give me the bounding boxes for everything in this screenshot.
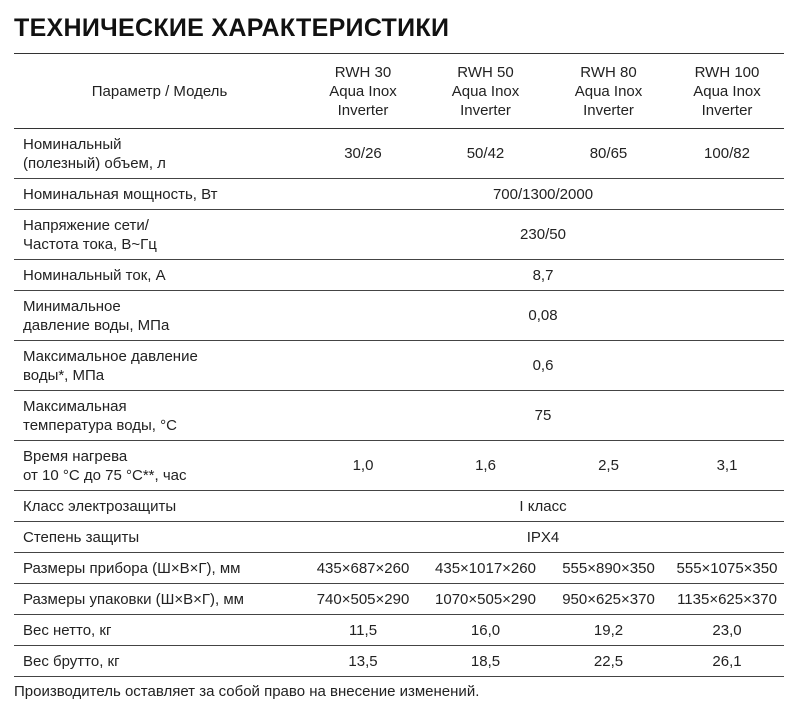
table-row xyxy=(14,441,784,491)
model-header xyxy=(302,54,424,129)
cell-value: 8,7 xyxy=(532,266,554,284)
cell-value: 3,1 xyxy=(716,457,738,474)
cell-value: 26,1 xyxy=(712,652,742,670)
model-variant: Inverter xyxy=(583,101,634,119)
cell-value: 555×1075×350 xyxy=(676,559,778,577)
table-row xyxy=(14,260,784,291)
model-line: Aqua Inox xyxy=(451,82,520,100)
cell-value: 1,0 xyxy=(352,457,374,474)
cell-value: 435×687×260 xyxy=(316,559,410,577)
row-label: Минимальное давление воды, МПа xyxy=(23,297,170,334)
row-label: Напряжение сети/ Частота тока, В~Гц xyxy=(23,216,157,253)
row-label: Размеры прибора (Ш×В×Г), мм xyxy=(23,559,241,577)
row-label: Вес нетто, кг xyxy=(23,621,112,639)
table-row xyxy=(14,291,784,341)
cell-value: 2,5 xyxy=(598,457,619,474)
cell-value: 950×625×370 xyxy=(562,590,655,608)
cell-value: 435×1017×260 xyxy=(435,559,536,577)
cell-value: 30/26 xyxy=(344,145,382,162)
cell-value: 100/82 xyxy=(704,145,750,162)
cell-value: 11,5 xyxy=(348,621,378,639)
table-row xyxy=(14,615,784,646)
cell-value: 16,0 xyxy=(470,621,501,639)
cell-value: 1070×505×290 xyxy=(435,590,536,608)
cell-value: 13,5 xyxy=(348,652,378,670)
model-header xyxy=(670,54,784,129)
model-variant: Inverter xyxy=(701,101,753,119)
row-label: Время нагрева от 10 °С до 75 °С**, час xyxy=(23,447,187,484)
cell-value: 1,6 xyxy=(475,457,496,474)
row-label: Степень защиты xyxy=(23,528,140,546)
table-row xyxy=(14,129,784,179)
row-label: Номинальная мощность, Вт xyxy=(23,185,218,203)
cell-value: 23,0 xyxy=(712,621,742,639)
row-label: Максимальная температура воды, °С xyxy=(23,397,177,434)
cell-value: 18,5 xyxy=(470,652,501,670)
table-row xyxy=(14,391,784,441)
table-row xyxy=(14,210,784,260)
model-variant: Inverter xyxy=(460,101,511,119)
cell-value: 22,5 xyxy=(593,652,624,670)
row-label: Номинальный (полезный) объем, л xyxy=(23,135,166,172)
table-row xyxy=(14,646,784,677)
cell-value: 75 xyxy=(534,407,552,424)
row-label: Максимальное давление воды*, МПа xyxy=(23,347,198,384)
page-title: ТЕХНИЧЕСКИЕ ХАРАКТЕРИСТИКИ xyxy=(14,14,450,42)
model-variant: Inverter xyxy=(337,101,389,119)
cell-value: 700/1300/2000 xyxy=(492,185,594,203)
cell-value: 80/65 xyxy=(589,145,628,162)
row-label: Вес брутто, кг xyxy=(23,652,120,670)
cell-value: 555×890×350 xyxy=(562,559,655,577)
table-row xyxy=(14,491,784,522)
cell-value: 19,2 xyxy=(593,621,624,639)
param-header: Параметр / Модель xyxy=(91,82,228,100)
table-row xyxy=(14,341,784,391)
model-header xyxy=(424,54,547,129)
cell-value: 0,6 xyxy=(532,357,554,374)
model-line: Aqua Inox xyxy=(574,82,643,100)
cell-value: 1135×625×370 xyxy=(677,590,777,608)
specs-table xyxy=(14,53,784,677)
model-name: RWH 50 xyxy=(457,63,514,81)
model-name: RWH 80 xyxy=(580,63,637,81)
table-row xyxy=(14,584,784,615)
cell-value: I класс xyxy=(519,497,567,515)
row-label: Размеры упаковки (Ш×В×Г), мм xyxy=(23,590,244,608)
model-name: RWH 100 xyxy=(694,63,760,81)
row-label: Номинальный ток, А xyxy=(23,266,166,284)
table-row xyxy=(14,553,784,584)
cell-value: 0,08 xyxy=(528,307,558,324)
header-row xyxy=(14,54,784,129)
cell-value: 740×505×290 xyxy=(316,590,410,608)
disclaimer-note: Производитель оставляет за собой право на внесение изменений. xyxy=(14,683,480,700)
cell-value: IPX4 xyxy=(526,528,560,546)
row-label: Класс электрозащиты xyxy=(23,497,177,515)
cell-value: 230/50 xyxy=(520,226,566,243)
model-line: Aqua Inox xyxy=(329,82,397,100)
table-row xyxy=(14,179,784,210)
model-line: Aqua Inox xyxy=(693,82,761,100)
cell-value: 50/42 xyxy=(466,145,505,162)
model-name: RWH 30 xyxy=(334,63,392,81)
table-row xyxy=(14,522,784,553)
model-header xyxy=(547,54,670,129)
